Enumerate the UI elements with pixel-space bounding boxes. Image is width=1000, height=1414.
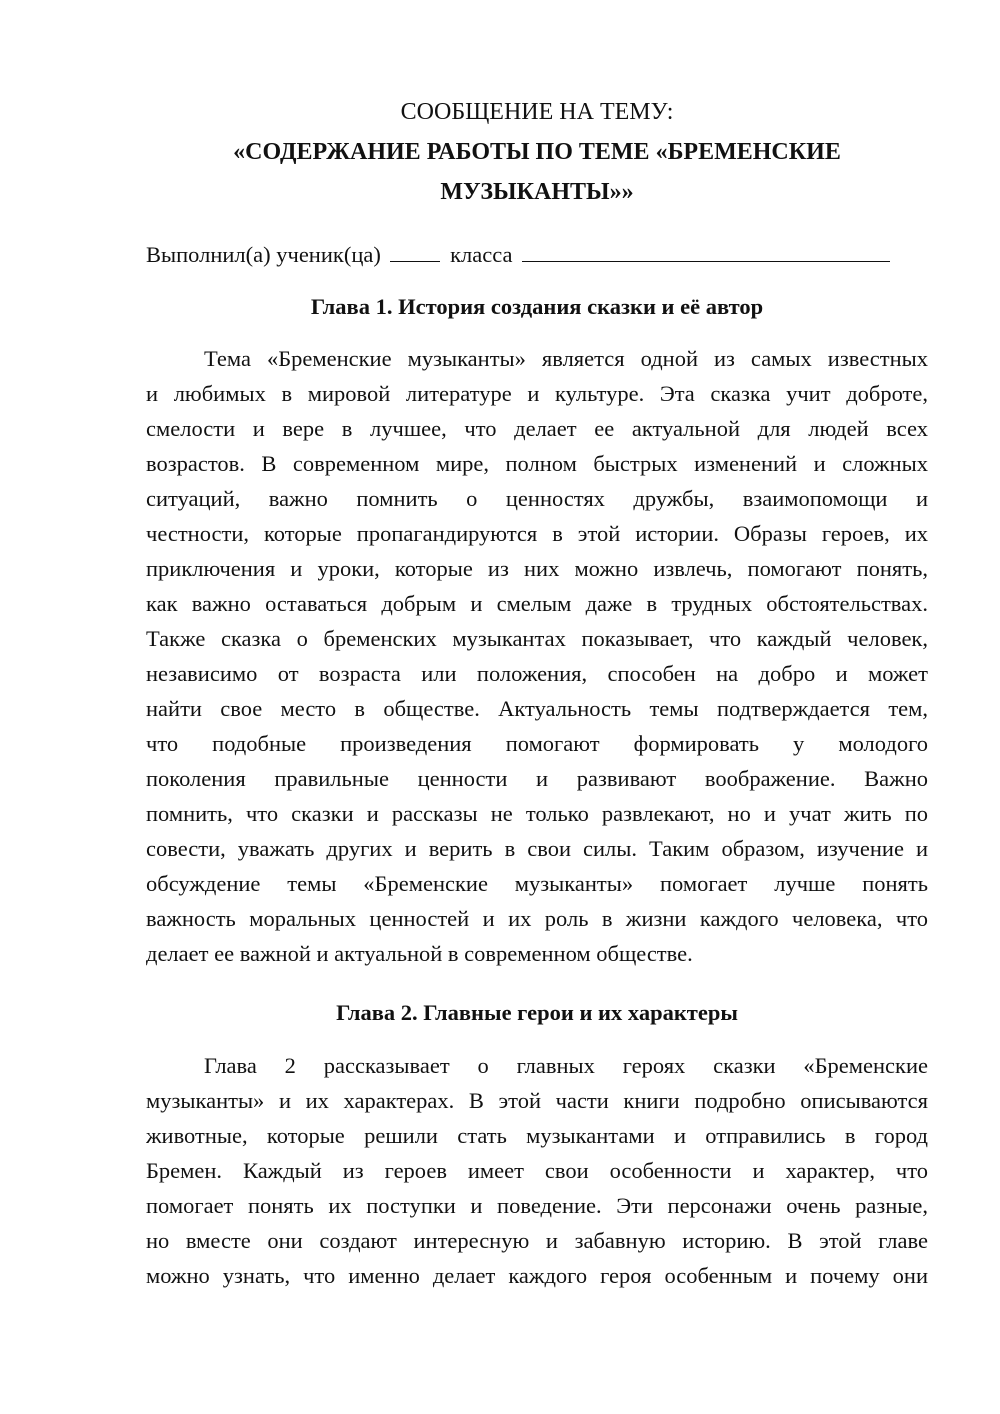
- paragraph-line: Глава 2 рассказывает о главных героях сказки «Бременские: [204, 1053, 928, 1078]
- paragraph-line: и любимых в мировой литературе и культуре. Эта сказка учит доброте,: [146, 381, 928, 406]
- chapter-2-paragraph: [146, 1048, 928, 1293]
- paragraph-line: смелости и вере в лучшее, что делает ее актуальной для людей всех: [146, 416, 928, 441]
- paragraph-line: помнить, что сказки и рассказы не только развлекают, но и учат жить по: [146, 801, 928, 826]
- author-class-label: класса: [450, 242, 513, 267]
- paragraph-line: делает ее важной и актуальной в современном обществе.: [146, 941, 693, 966]
- chapter-1-paragraph: [146, 341, 928, 971]
- paragraph-line: но вместе они создают интересную и забавную историю. В этой главе: [146, 1228, 928, 1253]
- paragraph-line: ситуаций, важно помнить о ценностях дружбы, взаимопомощи и: [146, 486, 928, 511]
- paragraph-line: помогает понять их поступки и поведение. Эти персонажи очень разные,: [146, 1193, 928, 1218]
- paragraph-line: независимо от возраста или положения, способен на добро и может: [146, 661, 928, 686]
- paragraph-line: важность моральных ценностей и их роль в жизни каждого человека, что: [146, 906, 928, 931]
- author-prefix: Выполнил(а) ученик(ца): [146, 242, 381, 267]
- title-line-2: МУЗЫКАНТЫ»»: [440, 179, 634, 205]
- name-blank: [522, 239, 890, 262]
- paragraph-line: животные, которые решили стать музыкантами и отправились в город: [146, 1123, 928, 1148]
- paragraph-line: совести, уважать других и верить в свои силы. Таким образом, изучение и: [146, 836, 928, 861]
- title-line-1: «СОДЕРЖАНИЕ РАБОТЫ ПО ТЕМЕ «БРЕМЕНСКИЕ: [233, 139, 841, 165]
- paragraph-line: найти свое место в обществе. Актуальность темы подтверждается тем,: [146, 696, 928, 721]
- class-blank: [390, 239, 440, 262]
- chapter-2-title: Глава 2. Главные герои и их характеры: [336, 1000, 738, 1025]
- paragraph-line: можно узнать, что именно делает каждого героя особенным и почему они: [146, 1263, 928, 1288]
- document-page: [146, 0, 928, 1293]
- paragraph-line: обсуждение темы «Бременские музыканты» помогает лучше понять: [146, 871, 928, 896]
- paragraph-line: музыканты» и их характерах. В этой части книги подробно описываются: [146, 1088, 928, 1113]
- paragraph-line: приключения и уроки, которые из них можно извлечь, помогают понять,: [146, 556, 928, 581]
- paragraph-line: Также сказка о бременских музыкантах показывает, что каждый человек,: [146, 626, 928, 651]
- paragraph-line: Бремен. Каждый из героев имеет свои особенности и характер, что: [146, 1158, 928, 1183]
- paragraph-line: как важно оставаться добрым и смелым даже в трудных обстоятельствах.: [146, 591, 928, 616]
- paragraph-line: что подобные произведения помогают формировать у молодого: [146, 731, 928, 756]
- paragraph-line: Тема «Бременские музыканты» является одной из самых известных: [204, 346, 928, 371]
- subject-line: СООБЩЕНИЕ НА ТЕМУ:: [400, 99, 674, 125]
- paragraph-line: поколения правильные ценности и развивают воображение. Важно: [146, 766, 928, 791]
- author-line: [146, 237, 928, 273]
- chapter-1-title: Глава 1. История создания сказки и её автор: [310, 294, 764, 319]
- paragraph-line: честности, которые пропагандируются в этой истории. Образы героев, их: [146, 521, 928, 546]
- paragraph-line: возрастов. В современном мире, полном быстрых изменений и сложных: [146, 451, 928, 476]
